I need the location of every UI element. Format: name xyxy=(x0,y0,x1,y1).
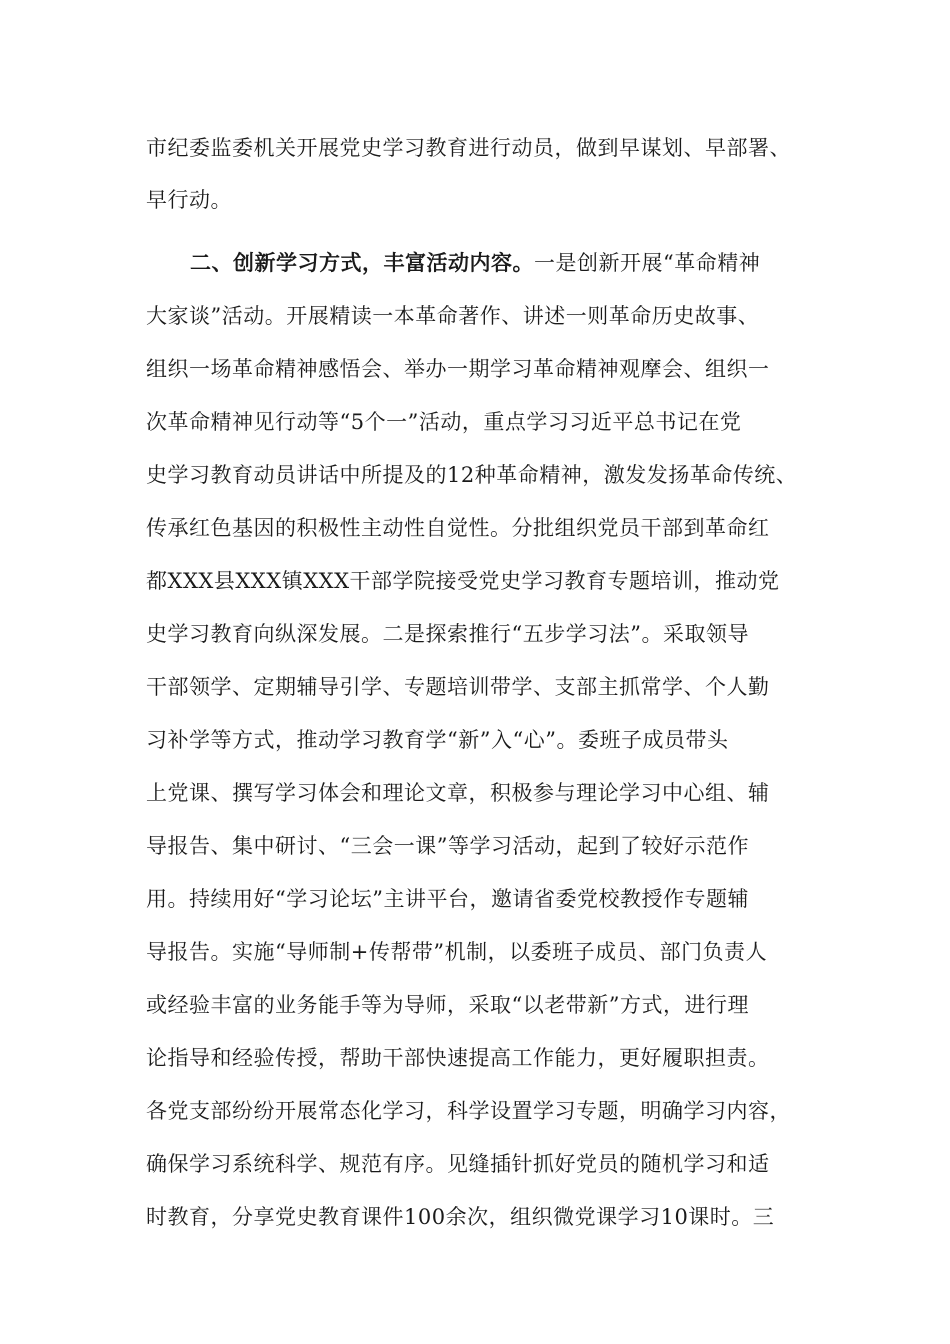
text-line: 早行动。 xyxy=(146,188,232,212)
text-line: 时教育，分享党史教育课件100余次，组织微党课学习10课时。三 xyxy=(146,1205,775,1229)
text-line: 或经验丰富的业务能手等为导师，采取“以老带新”方式，进行理 xyxy=(146,993,749,1017)
text-line: 组织一场革命精神感悟会、举办一期学习革命精神观摩会、组织一 xyxy=(146,357,770,381)
text-line: 都XXX县XXX镇XXX干部学院接受党史学习教育专题培训，推动党 xyxy=(146,569,780,593)
text-line: 各党支部纷纷开展常态化学习，科学设置学习专题，明确学习内容， xyxy=(146,1099,791,1123)
text-line: 次革命精神见行动等“5个一”活动，重点学习习近平总书记在党 xyxy=(146,410,742,434)
paragraph-first-line xyxy=(190,243,760,283)
text-line: 论指导和经验传授，帮助干部快速提高工作能力，更好履职担责。 xyxy=(146,1046,770,1070)
text-line: 确保学习系统科学、规范有序。见缝插针抓好党员的随机学习和适 xyxy=(146,1152,770,1176)
text-line: 习补学等方式，推动学习教育学“新”入“心”。委班子成员带头 xyxy=(146,728,729,752)
text-line: 史学习教育动员讲话中所提及的12种革命精神，激发发扬革命传统、 xyxy=(146,463,798,487)
text-line: 大家谈”活动。开展精读一本革命著作、讲述一则革命历史故事、 xyxy=(146,304,760,328)
section-heading: 二、创新学习方式，丰富活动内容。 xyxy=(190,251,534,275)
text-line: 市纪委监委机关开展党史学习教育进行动员，做到早谋划、早部署、 xyxy=(146,136,791,160)
text-run: 一是创新开展“革命精神 xyxy=(534,251,761,275)
text-line: 干部领学、定期辅导引学、专题培训带学、支部主抓常学、个人勤 xyxy=(146,675,770,699)
text-line: 用。持续用好“学习论坛”主讲平台，邀请省委党校教授作专题辅 xyxy=(146,887,749,911)
text-line: 史学习教育向纵深发展。二是探索推行“五步学习法”。采取领导 xyxy=(146,622,749,646)
text-line: 导报告、集中研讨、“三会一课”等学习活动，起到了较好示范作 xyxy=(146,834,749,858)
text-line: 上党课、撰写学习体会和理论文章，积极参与理论学习中心组、辅 xyxy=(146,781,770,805)
text-line: 导报告。实施“导师制+传帮带”机制，以委班子成员、部门负责人 xyxy=(146,940,768,964)
text-line: 传承红色基因的积极性主动性自觉性。分批组织党员干部到革命红 xyxy=(146,516,770,540)
